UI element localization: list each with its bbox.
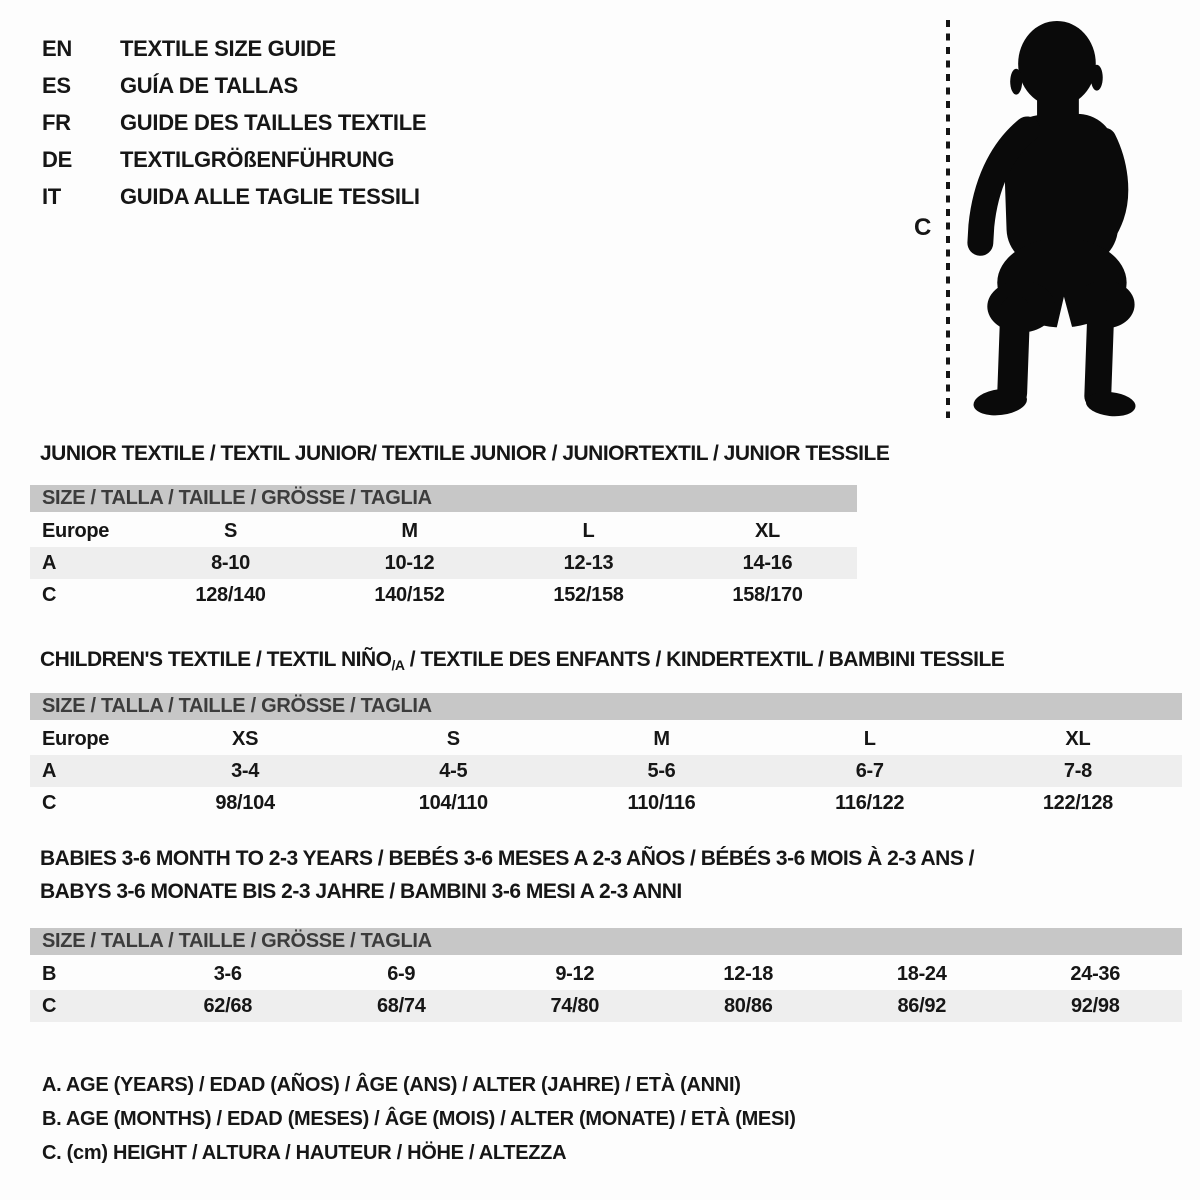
size-cell: 9-12	[555, 962, 595, 985]
size-cell: M	[401, 519, 418, 542]
language-label: GUIDE DES TAILLES TEXTILE	[120, 109, 427, 135]
language-code: DE	[42, 146, 72, 172]
size-cell: 110/116	[627, 791, 696, 814]
babies-textile-table	[30, 842, 1182, 1022]
language-code: IT	[42, 183, 61, 209]
size-header-bar: SIZE / TALLA / TAILLE / GRÖSSE / TAGLIA	[30, 693, 1182, 720]
size-cell: 14-16	[742, 551, 793, 574]
size-cell: 6-7	[855, 759, 884, 782]
language-row	[42, 178, 426, 215]
table-title-segment: BABIES 3-6 MONTH TO 2-3 YEARS / BEBÉS 3-6 MESES A 2-3 AÑOS / BÉBÉS 3-6 MOIS À 2-3 ANS /	[40, 847, 975, 870]
size-cell: S	[446, 727, 460, 750]
size-cell: 4-5	[439, 759, 468, 782]
size-cell: M	[653, 727, 670, 750]
table-row	[30, 579, 857, 611]
toddler-silhouette-icon	[955, 12, 1145, 420]
language-code: ES	[42, 72, 71, 98]
table-rows	[30, 958, 1182, 1022]
size-cell: 92/98	[1070, 994, 1120, 1017]
junior-textile-table	[30, 437, 890, 611]
size-cell: 122/128	[1042, 791, 1114, 814]
size-cell: 80/86	[723, 994, 773, 1017]
size-cell: 12-18	[723, 962, 774, 985]
table-title-segment: CHILDREN'S TEXTILE / TEXTIL NIÑO	[40, 648, 392, 671]
table-row	[30, 515, 857, 547]
size-header-bar: SIZE / TALLA / TAILLE / GRÖSSE / TAGLIA	[30, 928, 1182, 955]
table-title-segment: /A	[391, 657, 405, 673]
row-label: C	[42, 994, 57, 1017]
size-cell: XS	[232, 727, 259, 750]
language-code: FR	[42, 109, 71, 135]
size-cell: 62/68	[203, 994, 253, 1017]
size-cell: 140/152	[374, 583, 445, 606]
size-cell: 86/92	[897, 994, 947, 1017]
table-rows	[30, 515, 857, 611]
size-cell: 68/74	[376, 994, 426, 1017]
size-cell: 98/104	[215, 791, 275, 814]
legend-line: B. AGE (MONTHS) / EDAD (MESES) / ÂGE (MOIS) / ALTER (MONATE) / ETÀ (MESI)	[42, 1108, 796, 1130]
language-label: TEXTILGRÖßENFÜHRUNG	[120, 146, 395, 172]
size-cell: 3-4	[231, 759, 260, 782]
language-label: GUÍA DE TALLAS	[120, 72, 298, 98]
row-label: Europe	[42, 519, 110, 542]
height-measure-label: C	[914, 214, 932, 241]
table-row	[30, 547, 857, 579]
row-label: C	[42, 583, 57, 606]
row-label: Europe	[42, 727, 110, 750]
table-row	[30, 755, 1182, 787]
measurement-legend	[42, 1068, 796, 1170]
row-label: C	[42, 791, 57, 814]
size-cell: 12-13	[563, 551, 614, 574]
children-textile-table	[30, 643, 1182, 819]
table-title-segment: BABYS 3-6 MONATE BIS 2-3 JAHRE / BAMBINI 3-6 MESI A 2-3 ANNI	[40, 880, 682, 903]
size-cell: 7-8	[1063, 759, 1092, 782]
size-cell: 74/80	[550, 994, 600, 1017]
language-row	[42, 67, 426, 104]
row-label: B	[42, 962, 57, 985]
language-row	[42, 104, 426, 141]
size-cell: XL	[755, 519, 780, 542]
size-cell: L	[582, 519, 595, 542]
table-title-segment: / TEXTILE DES ENFANTS / KINDERTEXTIL / BAMBINI TESSILE	[404, 648, 1005, 671]
size-cell: 3-6	[213, 962, 242, 985]
row-label: A	[42, 551, 57, 574]
table-title	[30, 437, 890, 470]
size-header-bar: SIZE / TALLA / TAILLE / GRÖSSE / TAGLIA	[30, 485, 857, 512]
language-code: EN	[42, 35, 72, 61]
table-title	[30, 875, 1182, 908]
table-row	[30, 958, 1182, 990]
table-row	[30, 990, 1182, 1022]
legend-line: C. (cm) HEIGHT / ALTURA / HAUTEUR / HÖHE / ALTEZZA	[42, 1142, 567, 1164]
table-title-segment: JUNIOR TEXTILE / TEXTIL JUNIOR/ TEXTILE JUNIOR / JUNIORTEXTIL / JUNIOR TESSILE	[40, 442, 890, 465]
table-rows	[30, 723, 1182, 819]
table-title	[30, 842, 1182, 875]
table-row	[30, 723, 1182, 755]
size-cell: S	[223, 519, 238, 542]
language-label: GUIDA ALLE TAGLIE TESSILI	[120, 183, 420, 209]
size-cell: 158/170	[732, 583, 803, 606]
size-cell: 24-36	[1070, 962, 1121, 985]
size-cell: 116/122	[835, 791, 905, 814]
language-label: TEXTILE SIZE GUIDE	[120, 35, 336, 61]
size-cell: L	[863, 727, 876, 750]
table-row	[30, 787, 1182, 819]
language-list	[42, 30, 426, 215]
legend-line: A. AGE (YEARS) / EDAD (AÑOS) / ÂGE (ANS) / ALTER (JAHRE) / ETÀ (ANNI)	[42, 1074, 741, 1096]
size-cell: 6-9	[387, 962, 416, 985]
size-cell: XL	[1065, 727, 1091, 750]
row-label: A	[42, 759, 57, 782]
size-cell: 8-10	[211, 551, 250, 574]
language-row	[42, 141, 426, 178]
size-cell: 10-12	[384, 551, 435, 574]
size-cell: 152/158	[553, 583, 624, 606]
size-cell: 104/110	[418, 791, 488, 814]
size-cell: 5-6	[647, 759, 676, 782]
table-title	[30, 643, 1182, 678]
size-cell: 128/140	[195, 583, 266, 606]
height-measure-dashed-line	[946, 20, 950, 418]
size-cell: 18-24	[896, 962, 947, 985]
language-row	[42, 30, 426, 67]
